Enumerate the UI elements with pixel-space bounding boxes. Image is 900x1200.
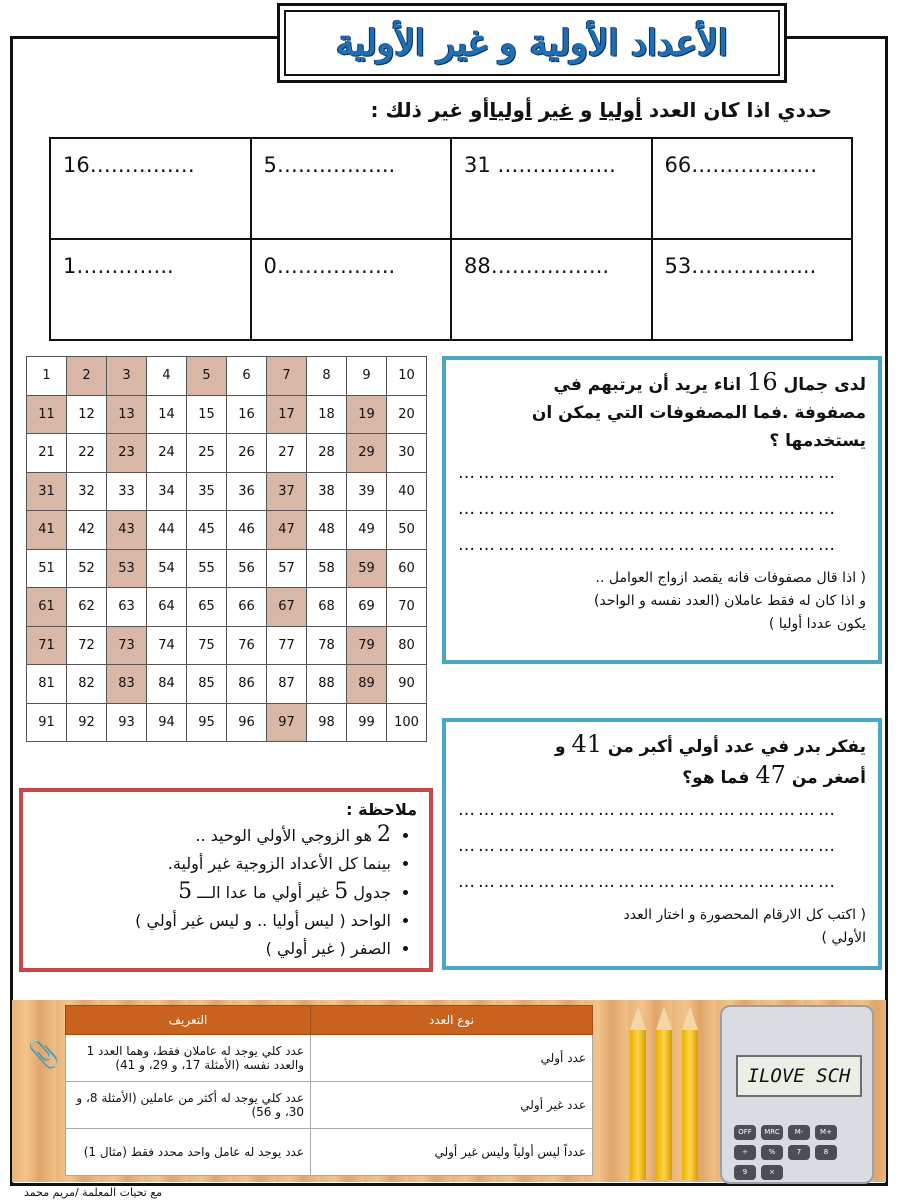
grid-cell: 2 xyxy=(67,357,107,396)
grid-cell: 58 xyxy=(307,549,347,588)
q2-hint-2: الأولي ) xyxy=(821,930,866,946)
question-box-1 xyxy=(442,356,882,664)
instruction xyxy=(371,98,833,122)
grid-cell: 85 xyxy=(187,665,227,704)
grid-cell: 29 xyxy=(347,434,387,473)
answer-line[interactable]: ………………………………………………… xyxy=(458,535,838,555)
calc-key: OFF xyxy=(734,1125,756,1140)
grid-cell: 64 xyxy=(147,588,187,627)
table-row xyxy=(66,1035,593,1082)
calculator-screen: ILOVE SCH xyxy=(736,1055,862,1097)
answer-line[interactable]: ………………………………………………… xyxy=(458,836,838,856)
grid-cell: 19 xyxy=(347,395,387,434)
definitions-table xyxy=(65,1005,593,1176)
grid-cell: 15 xyxy=(187,395,227,434)
kind-cell: عدد غير أولي xyxy=(311,1082,593,1129)
grid-cell: 10 xyxy=(387,357,427,396)
grid-cell: 27 xyxy=(267,434,307,473)
grid-cell: 83 xyxy=(107,665,147,704)
grid-cell: 75 xyxy=(187,626,227,665)
grid-cell: 49 xyxy=(347,511,387,550)
answer-line[interactable]: ………………………………………………… xyxy=(458,499,838,519)
grid-cell: 56 xyxy=(227,549,267,588)
grid-cell: 47 xyxy=(267,511,307,550)
q2-number-2: 47 xyxy=(755,761,786,789)
grid-cell: 48 xyxy=(307,511,347,550)
grid-cell: 6 xyxy=(227,357,267,396)
calc-key: 8 xyxy=(815,1145,837,1160)
hundred-grid xyxy=(26,356,427,742)
number-cell[interactable]: 53……………... xyxy=(652,239,853,340)
number-cell[interactable]: 1………….. xyxy=(50,239,251,340)
title-box xyxy=(277,3,787,83)
grid-row xyxy=(27,703,427,742)
grid-cell: 28 xyxy=(307,434,347,473)
paperclip-icon: 📎 xyxy=(28,1040,61,1070)
def-cell: عدد يوجد له عامل واحد محدد فقط (مثال 1) xyxy=(66,1129,311,1176)
grid-cell: 13 xyxy=(107,395,147,434)
grid-cell: 67 xyxy=(267,588,307,627)
note-text: غير أولي ما عدا الـــ xyxy=(192,883,335,902)
list-item xyxy=(35,821,391,850)
grid-cell: 12 xyxy=(67,395,107,434)
q2-line1-pre: يفكر بدر في عدد أولي أكبر من xyxy=(601,737,866,757)
grid-row xyxy=(27,395,427,434)
grid-cell: 25 xyxy=(187,434,227,473)
instruction-prime2: أوليا xyxy=(489,98,532,122)
number-cell[interactable]: 16…………… xyxy=(50,138,251,239)
q1-line1-post: اناء يريد أن يرتبهم في xyxy=(553,375,748,395)
question-box-2 xyxy=(442,718,882,970)
calculator-image xyxy=(720,1005,874,1184)
grid-cell: 40 xyxy=(387,472,427,511)
grid-cell: 11 xyxy=(27,395,67,434)
grid-cell: 70 xyxy=(387,588,427,627)
calculator-keys xyxy=(734,1125,862,1180)
number-cell[interactable]: 88…………….. xyxy=(451,239,652,340)
grid-cell: 88 xyxy=(307,665,347,704)
grid-cell: 97 xyxy=(267,703,307,742)
grid-cell: 33 xyxy=(107,472,147,511)
grid-row xyxy=(27,434,427,473)
grid-cell: 24 xyxy=(147,434,187,473)
grid-cell: 74 xyxy=(147,626,187,665)
kind-cell: عدد أولي xyxy=(311,1035,593,1082)
list-item xyxy=(35,878,391,907)
note-title: ملاحظة : xyxy=(346,800,417,819)
grid-cell: 91 xyxy=(27,703,67,742)
note-text: جدول xyxy=(348,883,391,902)
q2-line1-post: و xyxy=(554,737,572,757)
grid-cell: 34 xyxy=(147,472,187,511)
grid-cell: 43 xyxy=(107,511,147,550)
grid-cell: 9 xyxy=(347,357,387,396)
grid-cell: 20 xyxy=(387,395,427,434)
grid-cell: 30 xyxy=(387,434,427,473)
q1-line3: يستخدمها ؟ xyxy=(769,431,866,451)
note-num: 5 xyxy=(178,879,193,904)
grid-cell: 65 xyxy=(187,588,227,627)
grid-cell: 100 xyxy=(387,703,427,742)
grid-cell: 95 xyxy=(187,703,227,742)
number-cell[interactable]: 5…………….. xyxy=(251,138,452,239)
instruction-end: أو غير ذلك : xyxy=(370,98,490,122)
q1-line1-pre: لدى جمال xyxy=(777,375,866,395)
grid-cell: 3 xyxy=(107,357,147,396)
grid-cell: 22 xyxy=(67,434,107,473)
grid-cell: 18 xyxy=(307,395,347,434)
grid-cell: 52 xyxy=(67,549,107,588)
grid-row xyxy=(27,588,427,627)
note-num: 2 xyxy=(377,822,391,847)
number-cell[interactable]: 0…………….. xyxy=(251,239,452,340)
question-2-text xyxy=(458,730,866,792)
grid-row xyxy=(27,357,427,396)
grid-cell: 72 xyxy=(67,626,107,665)
table-header-row xyxy=(66,1006,593,1035)
grid-cell: 93 xyxy=(107,703,147,742)
grid-cell: 4 xyxy=(147,357,187,396)
grid-cell: 66 xyxy=(227,588,267,627)
calc-key: × xyxy=(761,1165,783,1180)
grid-cell: 90 xyxy=(387,665,427,704)
grid-cell: 87 xyxy=(267,665,307,704)
grid-cell: 59 xyxy=(347,549,387,588)
grid-cell: 42 xyxy=(67,511,107,550)
def-cell: عدد كلي يوجد له عاملان فقط، وهما العدد 1 والعدد نفسه (الأمثلة 17، و 29، و 41) xyxy=(66,1035,311,1082)
calc-key: ÷ xyxy=(734,1145,756,1160)
calc-key: MRC xyxy=(761,1125,783,1140)
q2-number-1: 41 xyxy=(571,730,602,758)
q1-number: 16 xyxy=(747,368,778,396)
numbers-table xyxy=(49,137,853,341)
grid-cell: 55 xyxy=(187,549,227,588)
grid-cell: 35 xyxy=(187,472,227,511)
grid-row xyxy=(27,549,427,588)
grid-row xyxy=(27,665,427,704)
page-title: الأعداد الأولية و غير الأولية xyxy=(335,22,729,64)
calc-key: M- xyxy=(788,1125,810,1140)
grid-cell: 31 xyxy=(27,472,67,511)
grid-cell: 82 xyxy=(67,665,107,704)
grid-cell: 89 xyxy=(347,665,387,704)
note-list xyxy=(35,821,417,963)
pencil-icon xyxy=(630,1030,646,1180)
grid-cell: 80 xyxy=(387,626,427,665)
calc-key: M+ xyxy=(815,1125,837,1140)
grid-cell: 96 xyxy=(227,703,267,742)
grid-cell: 17 xyxy=(267,395,307,434)
grid-cell: 26 xyxy=(227,434,267,473)
def-cell: عدد كلي يوجد له أكثر من عاملين (الأمثلة 8، و 30، و 56) xyxy=(66,1082,311,1129)
header-def: التعريف xyxy=(66,1006,311,1035)
pencil-icon xyxy=(682,1030,698,1180)
q1-line2: مصفوفة .فما المصفوفات التي يمكن ان xyxy=(531,403,866,423)
grid-cell: 60 xyxy=(387,549,427,588)
grid-cell: 51 xyxy=(27,549,67,588)
grid-cell: 37 xyxy=(267,472,307,511)
table-row xyxy=(66,1082,593,1129)
grid-cell: 50 xyxy=(387,511,427,550)
grid-cell: 23 xyxy=(107,434,147,473)
table-row xyxy=(50,138,852,239)
pencil-icon xyxy=(656,1030,672,1180)
note-num: 5 xyxy=(334,879,349,904)
grid-cell: 84 xyxy=(147,665,187,704)
grid-cell: 63 xyxy=(107,588,147,627)
grid-cell: 92 xyxy=(67,703,107,742)
table-row xyxy=(50,239,852,340)
grid-cell: 8 xyxy=(307,357,347,396)
grid-cell: 79 xyxy=(347,626,387,665)
grid-cell: 45 xyxy=(187,511,227,550)
footer-credit: مع تحيات المعلمة /مريم محمد xyxy=(24,1186,163,1199)
grid-cell: 62 xyxy=(67,588,107,627)
note-text: هو الزوجي الأولي الوحيد .. xyxy=(195,826,377,845)
grid-cell: 53 xyxy=(107,549,147,588)
kind-cell: عدداً ليس أولياً وليس غير أولي xyxy=(311,1129,593,1176)
grid-cell: 71 xyxy=(27,626,67,665)
question-2-hint xyxy=(458,904,866,950)
grid-cell: 7 xyxy=(267,357,307,396)
instruction-not: غير xyxy=(538,98,574,122)
calc-key: 7 xyxy=(788,1145,810,1160)
number-cell[interactable]: 66……………… xyxy=(652,138,853,239)
table-row xyxy=(66,1129,593,1176)
note-box xyxy=(19,788,433,972)
grid-cell: 68 xyxy=(307,588,347,627)
header-kind: نوع العدد xyxy=(311,1006,593,1035)
q1-hint-1: ( اذا قال مصفوفات فانه يقصد ازواج العوامل .. xyxy=(595,570,866,586)
answer-line[interactable]: ………………………………………………… xyxy=(458,872,838,892)
grid-cell: 69 xyxy=(347,588,387,627)
grid-cell: 76 xyxy=(227,626,267,665)
grid-cell: 86 xyxy=(227,665,267,704)
grid-row xyxy=(27,511,427,550)
grid-cell: 38 xyxy=(307,472,347,511)
grid-row xyxy=(27,472,427,511)
instruction-and: و xyxy=(573,98,600,122)
grid-cell: 57 xyxy=(267,549,307,588)
grid-cell: 16 xyxy=(227,395,267,434)
grid-cell: 81 xyxy=(27,665,67,704)
q2-line2-post: فما هو؟ xyxy=(682,768,756,788)
grid-cell: 44 xyxy=(147,511,187,550)
grid-cell: 73 xyxy=(107,626,147,665)
grid-cell: 78 xyxy=(307,626,347,665)
grid-cell: 46 xyxy=(227,511,267,550)
calc-key: 9 xyxy=(734,1165,756,1180)
list-item: • الصفر ( غير أولي ) xyxy=(35,935,391,963)
q1-hint-2: و اذا كان له فقط عاملان (العدد نفسه و الواحد) xyxy=(593,593,866,609)
q1-hint-3: يكون عددا أوليا ) xyxy=(768,616,866,632)
grid-row xyxy=(27,626,427,665)
grid-cell: 98 xyxy=(307,703,347,742)
grid-cell: 32 xyxy=(67,472,107,511)
grid-cell: 61 xyxy=(27,588,67,627)
answer-line[interactable]: ………………………………………………… xyxy=(458,800,838,820)
question-1-text xyxy=(458,368,866,455)
grid-cell: 14 xyxy=(147,395,187,434)
grid-cell: 94 xyxy=(147,703,187,742)
number-cell[interactable]: 31 …………….. xyxy=(451,138,652,239)
grid-cell: 77 xyxy=(267,626,307,665)
grid-cell: 41 xyxy=(27,511,67,550)
list-item: • الواحد ( ليس أوليا .. و ليس غير أولي ) xyxy=(35,907,391,935)
calc-key: % xyxy=(761,1145,783,1160)
q2-hint-1: ( اكتب كل الارقام المحصورة و اختار العدد xyxy=(623,907,866,923)
q2-line2-pre: أصغر من xyxy=(785,768,866,788)
grid-cell: 54 xyxy=(147,549,187,588)
instruction-prime: أوليا xyxy=(599,98,642,122)
grid-cell: 99 xyxy=(347,703,387,742)
question-1-hint xyxy=(458,567,866,636)
instruction-text: حددي اذا كان العدد xyxy=(641,98,832,122)
grid-cell: 1 xyxy=(27,357,67,396)
grid-cell: 39 xyxy=(347,472,387,511)
grid-cell: 36 xyxy=(227,472,267,511)
grid-cell: 21 xyxy=(27,434,67,473)
answer-line[interactable]: ………………………………………………… xyxy=(458,463,838,483)
list-item: • بينما كل الأعداد الزوجية غير أولية. xyxy=(35,850,391,878)
grid-cell: 5 xyxy=(187,357,227,396)
